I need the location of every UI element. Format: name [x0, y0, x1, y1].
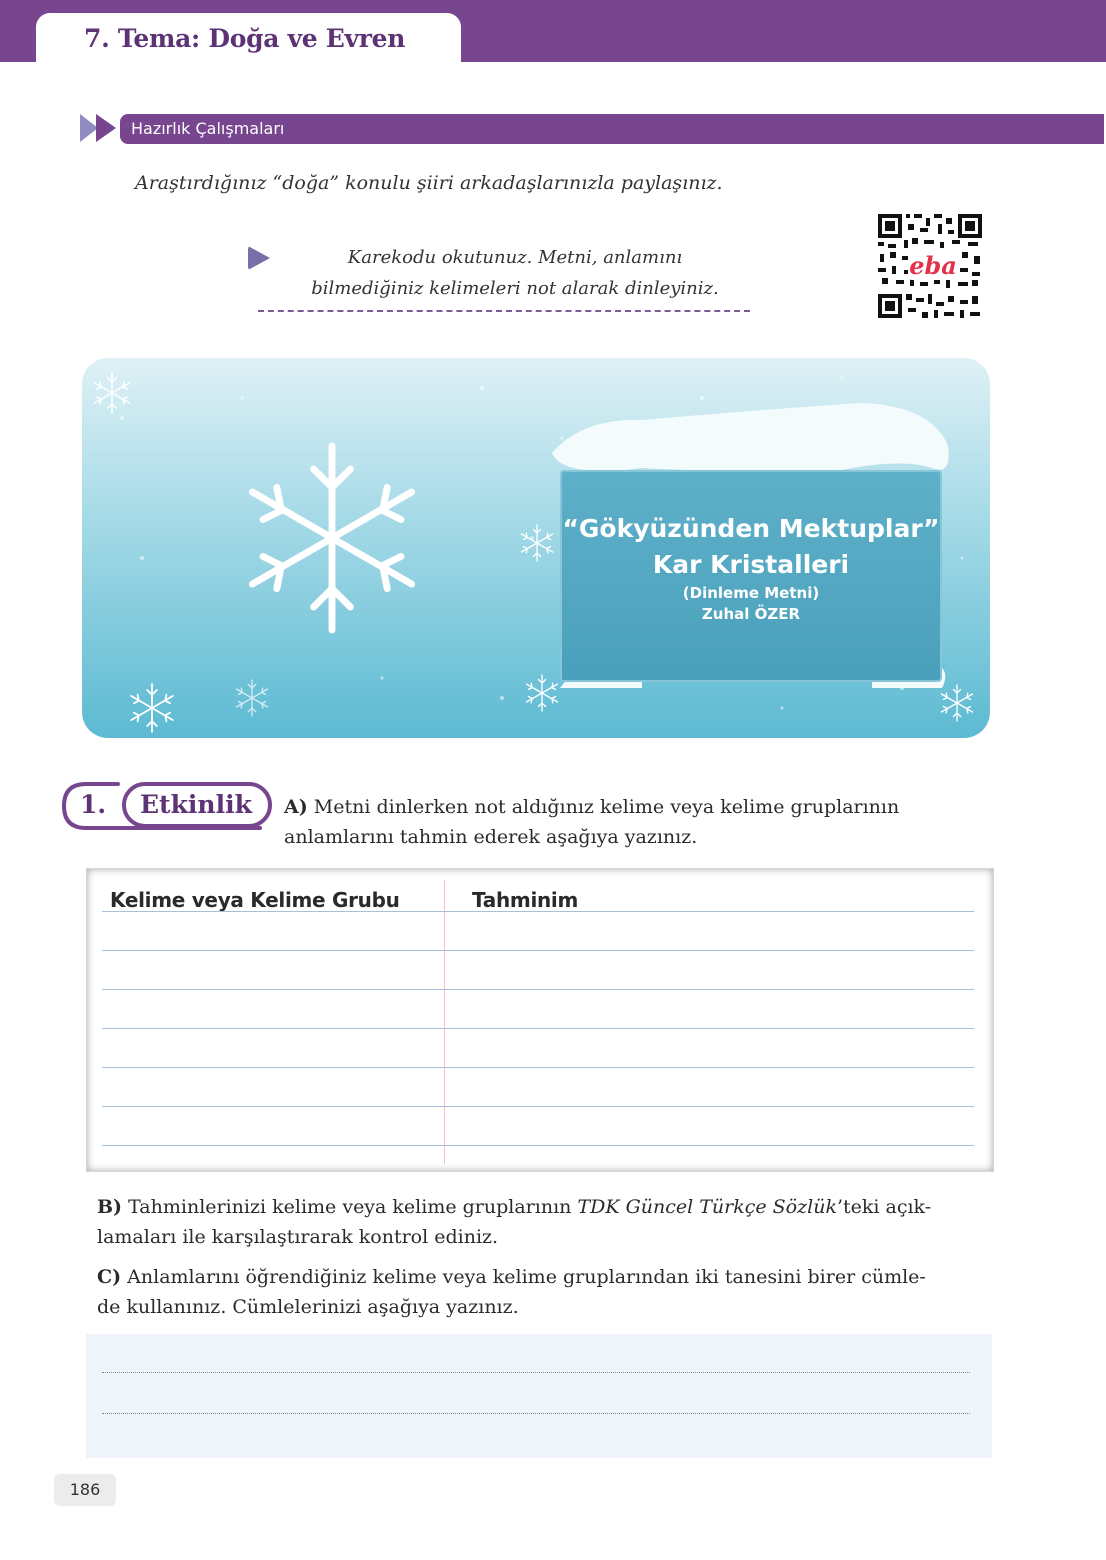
part-c-line-1: Anlamlarını öğrendiğiniz kelime veya kelime gruplarından iki tanesini birer cümle- [127, 1266, 926, 1288]
notebook-table [86, 868, 994, 1172]
part-c-line-2: de kullanınız. Cümlelerinizi aşağıya yazınız. [97, 1296, 519, 1318]
part-b-line-2: lamaları ile karşılaştırarak kontrol ediniz. [97, 1226, 499, 1248]
part-c-instruction [97, 1262, 977, 1322]
banner-note: (Dinleme Metni) [682, 584, 820, 602]
answer-line[interactable] [102, 1372, 970, 1373]
ruled-line[interactable] [102, 989, 974, 990]
listening-hint [270, 242, 760, 304]
activity-number: 1. [80, 790, 107, 819]
hint-line-1: Karekodu okutunuz. Metni, anlamını [347, 247, 683, 268]
chevron-right-icon [96, 114, 116, 142]
play-icon[interactable] [248, 246, 270, 270]
dictionary-name: TDK Güncel Türkçe Sözlük [577, 1196, 837, 1218]
part-b-text-1: Tahminlerinizi kelime veya kelime gruplarının [128, 1196, 572, 1218]
part-a-instruction [284, 792, 984, 852]
part-b-marker: B) [97, 1196, 123, 1218]
banner-subtitle: Kar Kristalleri [652, 550, 850, 579]
column-header-guess: Tahminim [472, 888, 579, 912]
answer-line[interactable] [102, 1413, 970, 1414]
banner-author: Zuhal ÖZER [701, 605, 801, 623]
column-header-word: Kelime veya Kelime Grubu [110, 888, 400, 912]
dashed-divider [258, 310, 750, 312]
part-c-marker: C) [97, 1266, 122, 1288]
banner-title: “Gökyüzünden Mektuplar” [562, 514, 940, 543]
intro-instruction: Araştırdığınız “doğa” konulu şiiri arkadaşlarınızla paylaşınız. [135, 172, 723, 194]
part-a-line-2: anlamlarını tahmin ederek aşağıya yazınız. [284, 826, 698, 848]
margin-line [444, 880, 445, 1164]
ruled-line[interactable] [102, 1145, 974, 1146]
ruled-line[interactable] [102, 1028, 974, 1029]
part-a-line-1: Metni dinlerken not aldığınız kelime veya kelime gruplarının [313, 796, 900, 818]
part-b-text-2: ’teki açık- [836, 1196, 932, 1218]
hint-line-2: bilmediğiniz kelimeleri not alarak dinleyiniz. [311, 278, 719, 299]
activity-label: Etkinlik [140, 790, 252, 819]
section-label: Hazırlık Çalışmaları [131, 119, 285, 138]
theme-title: 7. Tema: Doğa ve Evren [84, 24, 406, 53]
ruled-line[interactable] [102, 911, 974, 912]
eba-logo: eba [909, 251, 957, 280]
ruled-line[interactable] [102, 1067, 974, 1068]
part-a-marker: A) [284, 796, 308, 818]
ruled-line[interactable] [102, 1106, 974, 1107]
qr-code[interactable] [876, 212, 984, 320]
page-number: 186 [54, 1474, 116, 1506]
answer-writing-area[interactable] [86, 1334, 992, 1458]
ruled-line[interactable] [102, 950, 974, 951]
part-b-instruction [97, 1192, 977, 1252]
